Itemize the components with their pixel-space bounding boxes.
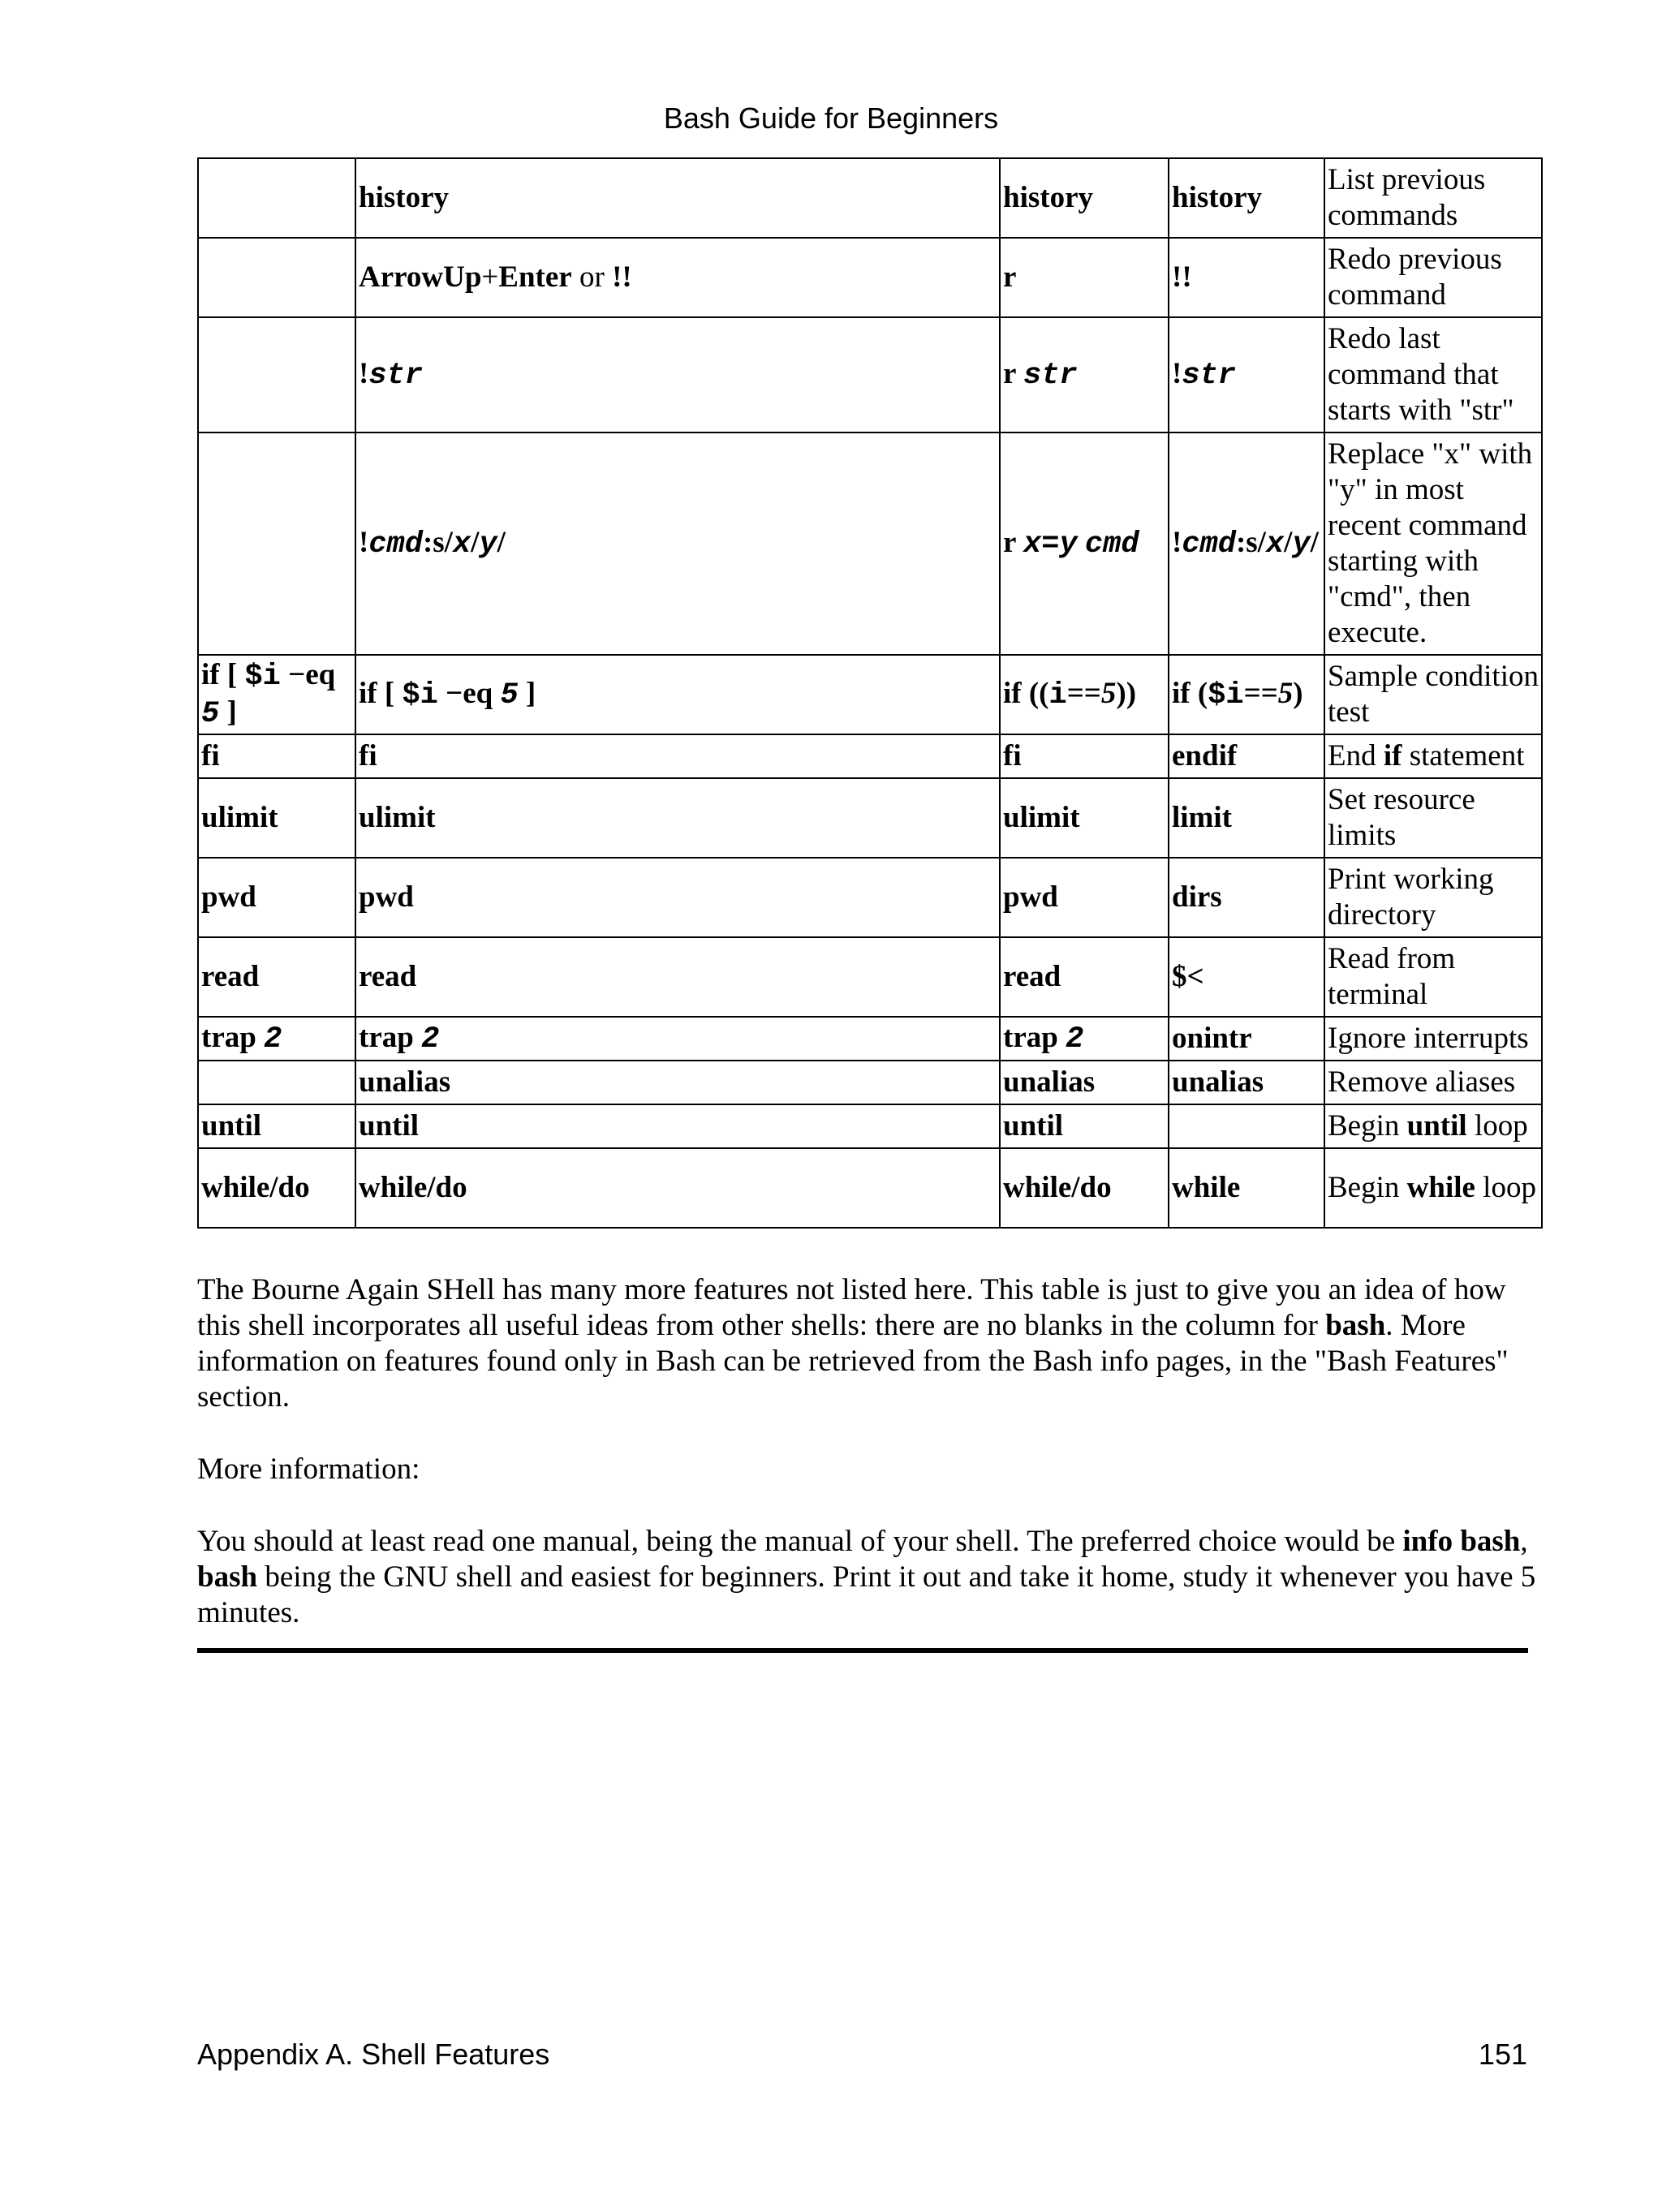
cell-meaning	[1324, 1104, 1542, 1148]
cell-meaning: Remove aliases	[1324, 1061, 1542, 1104]
cell-text: !	[359, 357, 369, 390]
cell-ksh: read	[1000, 937, 1169, 1017]
cell-bourne	[198, 655, 355, 734]
cell-meaning	[1324, 734, 1542, 778]
table-row	[198, 1148, 1542, 1228]
cell-bourne	[198, 1017, 355, 1061]
table-row	[198, 317, 1542, 433]
cell-text: cmd	[368, 527, 423, 562]
cell-meaning: Redo last command that starts with "str"	[1324, 317, 1542, 433]
cell-text: Enter	[498, 260, 572, 294]
cell-text: trap	[1003, 1021, 1066, 1054]
cell-text: x	[1265, 527, 1285, 562]
cell-csh	[1169, 317, 1324, 433]
cell-text: trap	[359, 1021, 422, 1054]
cell-bourne: ulimit	[198, 778, 355, 858]
cell-text: /	[1284, 526, 1293, 559]
cell-meaning: Redo previous command	[1324, 238, 1542, 317]
cell-meaning: List previous commands	[1324, 158, 1542, 238]
cell-text: $i	[244, 660, 281, 694]
body-paragraph-summary	[197, 1272, 1536, 1415]
cell-ksh	[1000, 1017, 1169, 1061]
cell-bourne: pwd	[198, 858, 355, 937]
cell-ksh	[1000, 655, 1169, 734]
cell-text: if	[1383, 739, 1402, 772]
cell-text: $i	[402, 678, 438, 712]
cell-bash: pwd	[355, 858, 1000, 937]
cell-text: if [	[201, 658, 245, 691]
cell-bash: ulimit	[355, 778, 1000, 858]
cell-meaning: Set resource limits	[1324, 778, 1542, 858]
cell-text: ))	[1116, 677, 1137, 710]
paragraph-text: The Bourne Again SHell has many more features not listed here. This table is just to give you an idea of how this shell incorporates all useful ideas from other shells: there are no blanks in the column for	[197, 1273, 1506, 1342]
cell-csh: limit	[1169, 778, 1324, 858]
cell-ksh: ulimit	[1000, 778, 1169, 858]
cell-meaning	[1324, 1148, 1542, 1228]
cell-text: ==	[1243, 677, 1278, 710]
cell-text: /	[1310, 526, 1319, 559]
footer-chapter: Appendix A. Shell Features	[197, 2038, 550, 2071]
table-row	[198, 937, 1542, 1017]
cell-bash	[355, 433, 1000, 655]
cell-bash: fi	[355, 734, 1000, 778]
cell-text: cmd	[1182, 527, 1236, 562]
cell-csh	[1169, 1104, 1324, 1148]
cell-text: 5	[1100, 677, 1117, 710]
cell-text: ==	[1066, 677, 1101, 710]
cell-text: 2	[1066, 1022, 1084, 1057]
cell-bash	[355, 655, 1000, 734]
cell-text: ]	[219, 695, 237, 729]
cell-bourne: read	[198, 937, 355, 1017]
cell-text: str	[1023, 359, 1078, 393]
cell-text: or	[571, 260, 613, 294]
cell-bash: history	[355, 158, 1000, 238]
cell-csh: while	[1169, 1148, 1324, 1228]
cell-text: r	[1003, 357, 1024, 390]
cell-bourne	[198, 433, 355, 655]
table-row	[198, 1104, 1542, 1148]
cell-text: :s/	[422, 526, 453, 559]
cell-bash	[355, 317, 1000, 433]
cell-text: +	[481, 260, 499, 294]
cell-text: Begin	[1328, 1109, 1407, 1143]
cell-csh: onintr	[1169, 1017, 1324, 1061]
cell-text: /	[497, 526, 506, 559]
cell-text: i	[1048, 678, 1067, 712]
cell-bourne	[198, 1061, 355, 1104]
cell-csh: dirs	[1169, 858, 1324, 937]
cell-text	[1078, 526, 1085, 559]
cell-csh: !!	[1169, 238, 1324, 317]
table-row	[198, 158, 1542, 238]
cell-text: trap	[201, 1021, 265, 1054]
cell-csh: endif	[1169, 734, 1324, 778]
paragraph-text: You should at least read one manual, being the manual of your shell. The preferred choice would be	[197, 1525, 1403, 1558]
cell-text: $i	[1208, 678, 1244, 712]
cell-text: !	[1172, 526, 1182, 559]
cell-bourne	[198, 158, 355, 238]
section-divider	[197, 1648, 1528, 1653]
cell-text: y	[1059, 527, 1078, 562]
table-row	[198, 1017, 1542, 1061]
cell-bourne: while/do	[198, 1148, 355, 1228]
cell-text: y	[479, 527, 497, 562]
cell-ksh: pwd	[1000, 858, 1169, 937]
table-row	[198, 238, 1542, 317]
cell-meaning: Replace "x" with "y" in most recent command starting with "cmd", then execute.	[1324, 433, 1542, 655]
cell-text: x	[452, 527, 471, 562]
cell-ksh	[1000, 317, 1169, 433]
cell-text: 2	[264, 1022, 282, 1057]
cell-meaning: Read from terminal	[1324, 937, 1542, 1017]
cell-bash: while/do	[355, 1148, 1000, 1228]
paragraph-bold: info bash	[1402, 1525, 1521, 1558]
cell-csh: history	[1169, 158, 1324, 238]
cell-text: while	[1406, 1171, 1475, 1204]
cell-csh: $<	[1169, 937, 1324, 1017]
cell-text: statement	[1402, 739, 1525, 772]
cell-text: if (	[1172, 677, 1208, 710]
cell-csh	[1169, 655, 1324, 734]
cell-bash: unalias	[355, 1061, 1000, 1104]
cell-ksh: while/do	[1000, 1148, 1169, 1228]
cell-text: )	[1293, 677, 1303, 710]
cell-ksh: unalias	[1000, 1061, 1169, 1104]
cell-text: !	[1172, 357, 1182, 390]
paragraph-bold: bash	[197, 1560, 258, 1594]
running-header: Bash Guide for Beginners	[663, 101, 999, 135]
cell-ksh	[1000, 433, 1169, 655]
cell-csh: unalias	[1169, 1061, 1324, 1104]
cell-text: r	[1003, 526, 1024, 559]
cell-bourne: until	[198, 1104, 355, 1148]
body-paragraph-recommendation	[197, 1524, 1536, 1631]
cell-ksh: r	[1000, 238, 1169, 317]
cell-text: if ((	[1003, 677, 1049, 710]
table-row	[198, 734, 1542, 778]
cell-text: if [	[359, 677, 403, 710]
cell-text: 5	[201, 697, 220, 731]
table-row	[198, 858, 1542, 937]
cell-meaning: Ignore interrupts	[1324, 1017, 1542, 1061]
paragraph-text: . More information on features found only in Bash can be retrieved from the Bash info pages, in the "Bash Features" section.	[197, 1309, 1509, 1414]
cell-text: ]	[518, 677, 536, 710]
cell-text: 5	[500, 678, 519, 712]
table-row	[198, 1061, 1542, 1104]
cell-text: /	[471, 526, 480, 559]
table-row	[198, 433, 1542, 655]
cell-bourne: fi	[198, 734, 355, 778]
cell-bourne	[198, 238, 355, 317]
paragraph-text: being the GNU shell and easiest for beginners. Print it out and take it home, study it whenever you have 5 minutes.	[197, 1560, 1536, 1629]
cell-bourne	[198, 317, 355, 433]
page-number: 151	[1478, 2038, 1527, 2071]
cell-ksh: fi	[1000, 734, 1169, 778]
cell-ksh: until	[1000, 1104, 1169, 1148]
cell-text: ArrowUp	[359, 260, 482, 294]
cell-text: cmd	[1084, 527, 1139, 562]
table-row	[198, 655, 1542, 734]
cell-meaning: Print working directory	[1324, 858, 1542, 937]
cell-text: str	[368, 359, 423, 393]
cell-ksh: history	[1000, 158, 1169, 238]
cell-meaning: Sample condition test	[1324, 655, 1542, 734]
cell-text: !	[359, 526, 369, 559]
cell-text: str	[1182, 359, 1236, 393]
cell-bash	[355, 1017, 1000, 1061]
cell-bash	[355, 238, 1000, 317]
body-paragraph-more-info: More information:	[197, 1452, 420, 1486]
cell-text: −eq	[280, 658, 336, 691]
cell-text: =	[1041, 527, 1060, 562]
cell-text: 5	[1277, 677, 1294, 710]
cell-text: until	[1406, 1109, 1467, 1143]
cell-bash: until	[355, 1104, 1000, 1148]
cell-text: loop	[1475, 1171, 1536, 1204]
cell-csh	[1169, 433, 1324, 655]
cell-text: x	[1023, 527, 1042, 562]
paragraph-text: ,	[1520, 1525, 1528, 1558]
table-row	[198, 778, 1542, 858]
shell-features-table	[197, 157, 1543, 1229]
cell-text: 2	[421, 1022, 440, 1057]
cell-text: −eq	[437, 677, 501, 710]
cell-text: Begin	[1328, 1171, 1407, 1204]
cell-text: End	[1328, 739, 1384, 772]
cell-text: loop	[1466, 1109, 1528, 1143]
cell-text: !!	[612, 260, 632, 294]
cell-text: :s/	[1235, 526, 1266, 559]
cell-text: y	[1292, 527, 1311, 562]
cell-bash: read	[355, 937, 1000, 1017]
paragraph-bold: bash	[1325, 1309, 1386, 1342]
